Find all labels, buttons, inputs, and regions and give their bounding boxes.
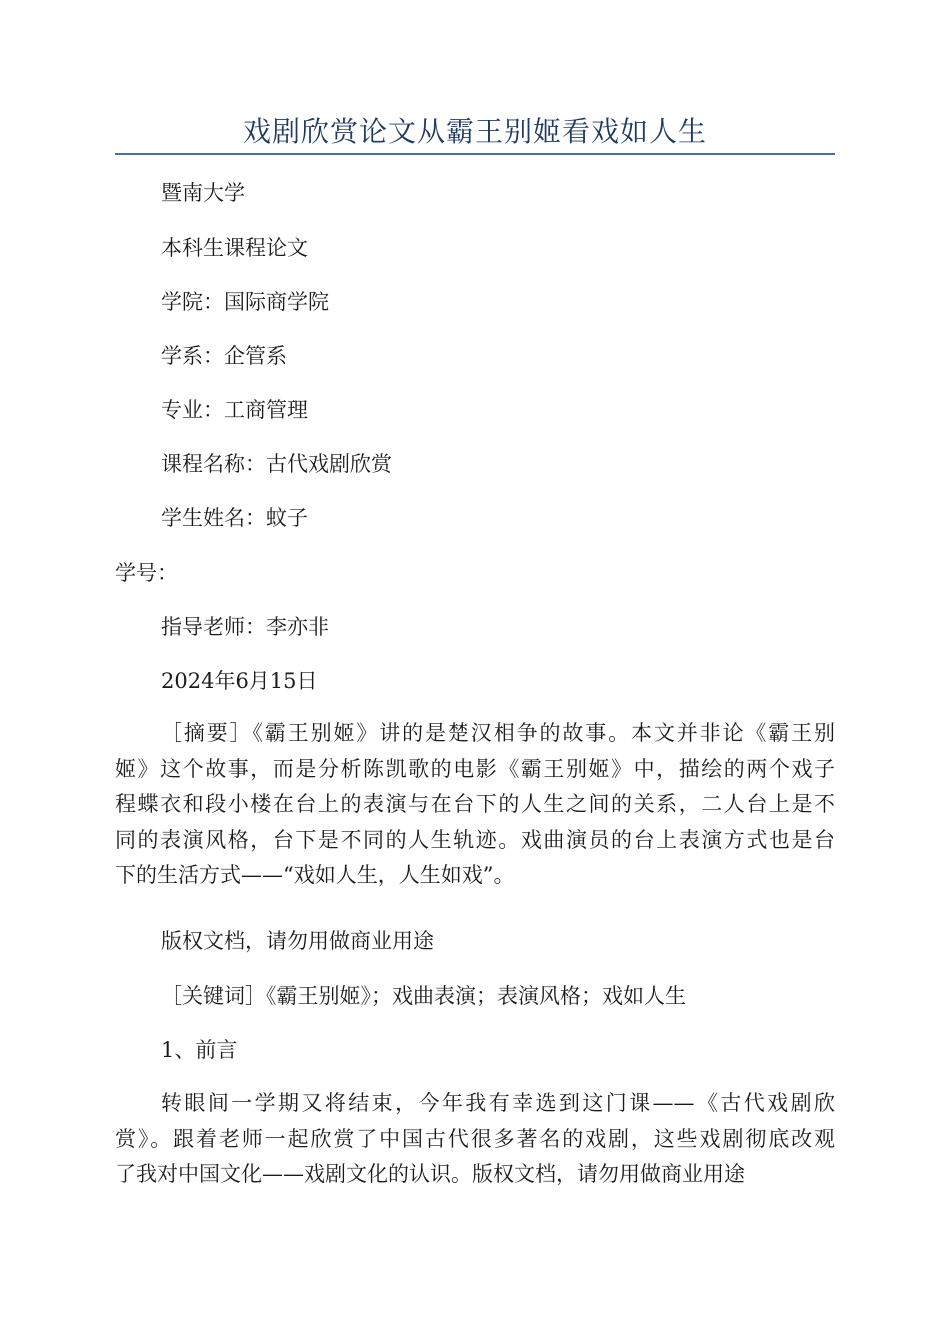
document-type: 本科生课程论文 — [161, 236, 308, 260]
advisor-line: 指导老师：李亦非 — [161, 615, 329, 639]
abstract-paragraph — [115, 716, 835, 894]
title-underline — [115, 153, 835, 155]
keywords-line: ［关键词］《霸王别姬》；戏曲表演；表演风格；戏如人生 — [161, 984, 686, 1008]
date-line: 2024年6月15日 — [161, 669, 318, 693]
course-line: 课程名称：古代戏剧欣赏 — [161, 452, 392, 476]
section-heading: 1、前言 — [161, 1038, 238, 1062]
abstract-row: 姬》这个故事，而是分析陈凯歌的电影《霸王别姬》中，描绘的两个戏子 — [115, 756, 835, 781]
student-name-line: 学生姓名：蚊子 — [161, 506, 308, 530]
major-line: 专业：工商管理 — [161, 398, 308, 422]
university-name: 暨南大学 — [161, 181, 245, 205]
intro-row: 转眼间一学期又将结束，今年我有幸选到这门课——《古代戏剧欣 — [161, 1091, 835, 1115]
intro-row: 赏》。跟着老师一起欣赏了中国古代很多著名的戏剧，这些戏剧彻底改观 — [115, 1126, 835, 1151]
department-line: 学系：企管系 — [161, 344, 287, 368]
intro-row: 了我对中国文化——戏剧文化的认识。版权文档，请勿用做商业用途 — [115, 1162, 745, 1186]
abstract-row: 同的表演风格，台下是不同的人生轨迹。戏曲演员的台上表演方式也是台 — [115, 827, 835, 852]
document-title: 戏剧欣赏论文从霸王别姬看戏如人生 — [242, 115, 707, 148]
abstract-row: ［摘要］《霸王别姬》讲的是楚汉相争的故事。本文并非论《霸王别 — [161, 721, 835, 745]
college-line: 学院：国际商学院 — [161, 290, 329, 314]
abstract-row: 下的生活方式——“戏如人生，人生如戏”。 — [115, 863, 515, 887]
student-id-line: 学号： — [115, 561, 178, 585]
intro-paragraph — [115, 1086, 835, 1193]
copyright-notice: 版权文档，请勿用做商业用途 — [161, 929, 434, 953]
abstract-row: 程蝶衣和段小楼在台上的表演与在台下的人生之间的关系，二人台上是不 — [115, 792, 835, 816]
